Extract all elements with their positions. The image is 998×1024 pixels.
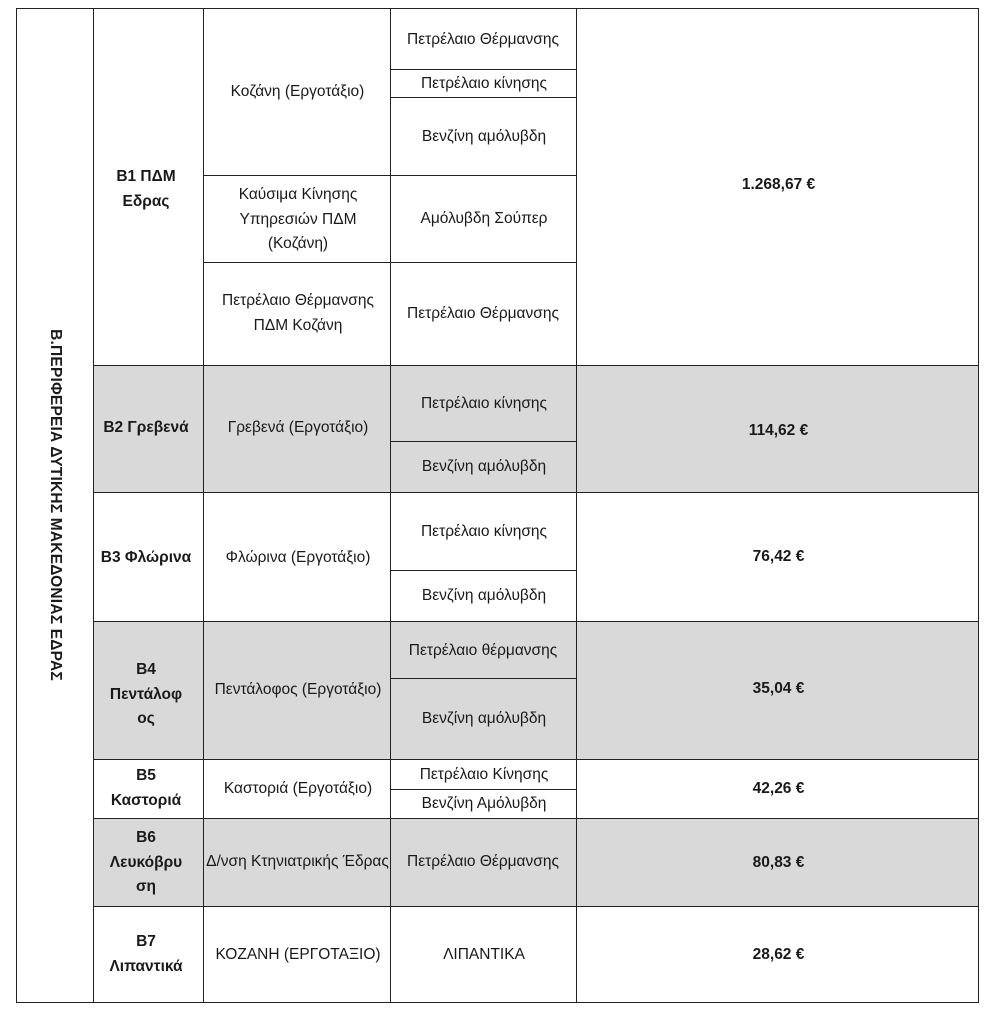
row-b2-fuel-2: Βενζίνη αμόλυβδη bbox=[421, 458, 547, 476]
row-b1-location-1: Κοζάνη (Εργοτάξιο) bbox=[230, 83, 365, 101]
grid-line bbox=[16, 8, 17, 1003]
row-b1-location-2: Καύσιμα Κίνησης Υπηρεσιών ΠΔΜ (Κοζάνη) bbox=[238, 185, 358, 253]
row-b5-amount: 42,26 € bbox=[752, 779, 805, 797]
grid-line bbox=[390, 97, 577, 98]
row-b1-fuel-4: Αμόλυβδη Σούπερ bbox=[420, 209, 548, 227]
row-b7-code: Β7 Λιπαντικά bbox=[109, 933, 183, 975]
row-b7-fuel: ΛΙΠΑΝΤΙΚΑ bbox=[443, 945, 525, 963]
row-b4-code: Β4 Πεντάλοφ ος bbox=[109, 660, 183, 728]
row-b5-fuel-2: Βενζίνη Αμόλυβδη bbox=[421, 795, 547, 813]
row-b6-code: Β6 Λευκόβρυ ση bbox=[109, 828, 183, 896]
row-b6-amount: 80,83 € bbox=[752, 853, 805, 871]
grid-line bbox=[576, 8, 577, 1003]
grid-line bbox=[16, 8, 979, 9]
row-b4-fuel-1: Πετρέλαιο θέρμανσης bbox=[408, 641, 558, 659]
grid-line bbox=[390, 69, 577, 70]
grid-line bbox=[93, 759, 979, 760]
grid-line bbox=[203, 8, 204, 1003]
row-b1-fuel-3: Βενζίνη αμόλυβδη bbox=[421, 127, 547, 145]
row-b5-code: Β5 Καστοριά bbox=[110, 767, 182, 809]
row-b2-location: Γρεβενά (Εργοτάξιο) bbox=[227, 418, 369, 436]
grid-line bbox=[93, 621, 979, 622]
row-b3-code: Β3 Φλώρινα bbox=[100, 548, 192, 566]
row-b6-fuel: Πετρέλαιο Θέρμανσης bbox=[407, 852, 559, 870]
grid-line bbox=[390, 789, 577, 790]
row-b1-fuel-5: Πετρέλαιο Θέρμανσης bbox=[407, 304, 559, 322]
row-b1-location-3: Πετρέλαιο Θέρμανσης ΠΔΜ Κοζάνη bbox=[222, 292, 374, 334]
row-b5-fuel-1: Πετρέλαιο Κίνησης bbox=[419, 765, 549, 783]
row-b1-code: Β1 ΠΔΜ Εδρας bbox=[116, 168, 176, 210]
row-b6-location: Δ/νση Κτηνιατρικής Έδρας bbox=[206, 852, 389, 870]
row-b3-fuel-1: Πετρέλαιο κίνησης bbox=[420, 522, 548, 540]
row-b4-fuel-2: Βενζίνη αμόλυβδη bbox=[421, 709, 547, 727]
grid-line bbox=[93, 492, 979, 493]
row-b5-location: Καστοριά (Εργοτάξιο) bbox=[223, 779, 373, 797]
row-b4-amount: 35,04 € bbox=[752, 679, 805, 697]
row-b1-fuel-2: Πετρέλαιο κίνησης bbox=[420, 74, 548, 92]
grid-line bbox=[390, 8, 391, 1003]
grid-line bbox=[390, 441, 577, 442]
row-b1-fuel-1: Πετρέλαιο Θέρμανσης bbox=[407, 30, 559, 48]
region-label bbox=[16, 8, 93, 1002]
row-b3-fuel-2: Βενζίνη αμόλυβδη bbox=[421, 587, 547, 605]
grid-line bbox=[203, 262, 577, 263]
row-b3-location: Φλώρινα (Εργοτάξιο) bbox=[225, 548, 371, 566]
row-b4-location: Πεντάλοφος (Εργοτάξιο) bbox=[214, 680, 382, 698]
row-b1-amount: 1.268,67 € bbox=[741, 175, 816, 193]
grid-line bbox=[390, 678, 577, 679]
grid-line bbox=[93, 8, 94, 1003]
row-b2-fuel-1: Πετρέλαιο κίνησης bbox=[420, 394, 548, 412]
grid-line bbox=[390, 570, 577, 571]
grid-line bbox=[203, 175, 577, 176]
grid-line bbox=[93, 906, 979, 907]
region-label-text: Β.ΠΕΡΙΦΕΡΕΙΑ ΔΥΤΙΚΗΣ ΜΑΚΕΔΟΝΙΑΣ ΕΔΡΑΣ bbox=[46, 329, 64, 681]
row-b3-amount: 76,42 € bbox=[752, 547, 805, 565]
row-b2-code: Β2 Γρεβενά bbox=[103, 418, 189, 436]
grid-line bbox=[93, 818, 979, 819]
grid-line bbox=[978, 8, 979, 1003]
grid-line bbox=[93, 365, 979, 366]
row-b7-location: ΚΟΖΑΝΗ (ΕΡΓΟΤΑΞΙΟ) bbox=[215, 945, 381, 963]
grid-line bbox=[16, 1002, 979, 1003]
row-b2-amount: 114,62 € bbox=[748, 421, 809, 439]
row-b7-amount: 28,62 € bbox=[752, 945, 805, 963]
